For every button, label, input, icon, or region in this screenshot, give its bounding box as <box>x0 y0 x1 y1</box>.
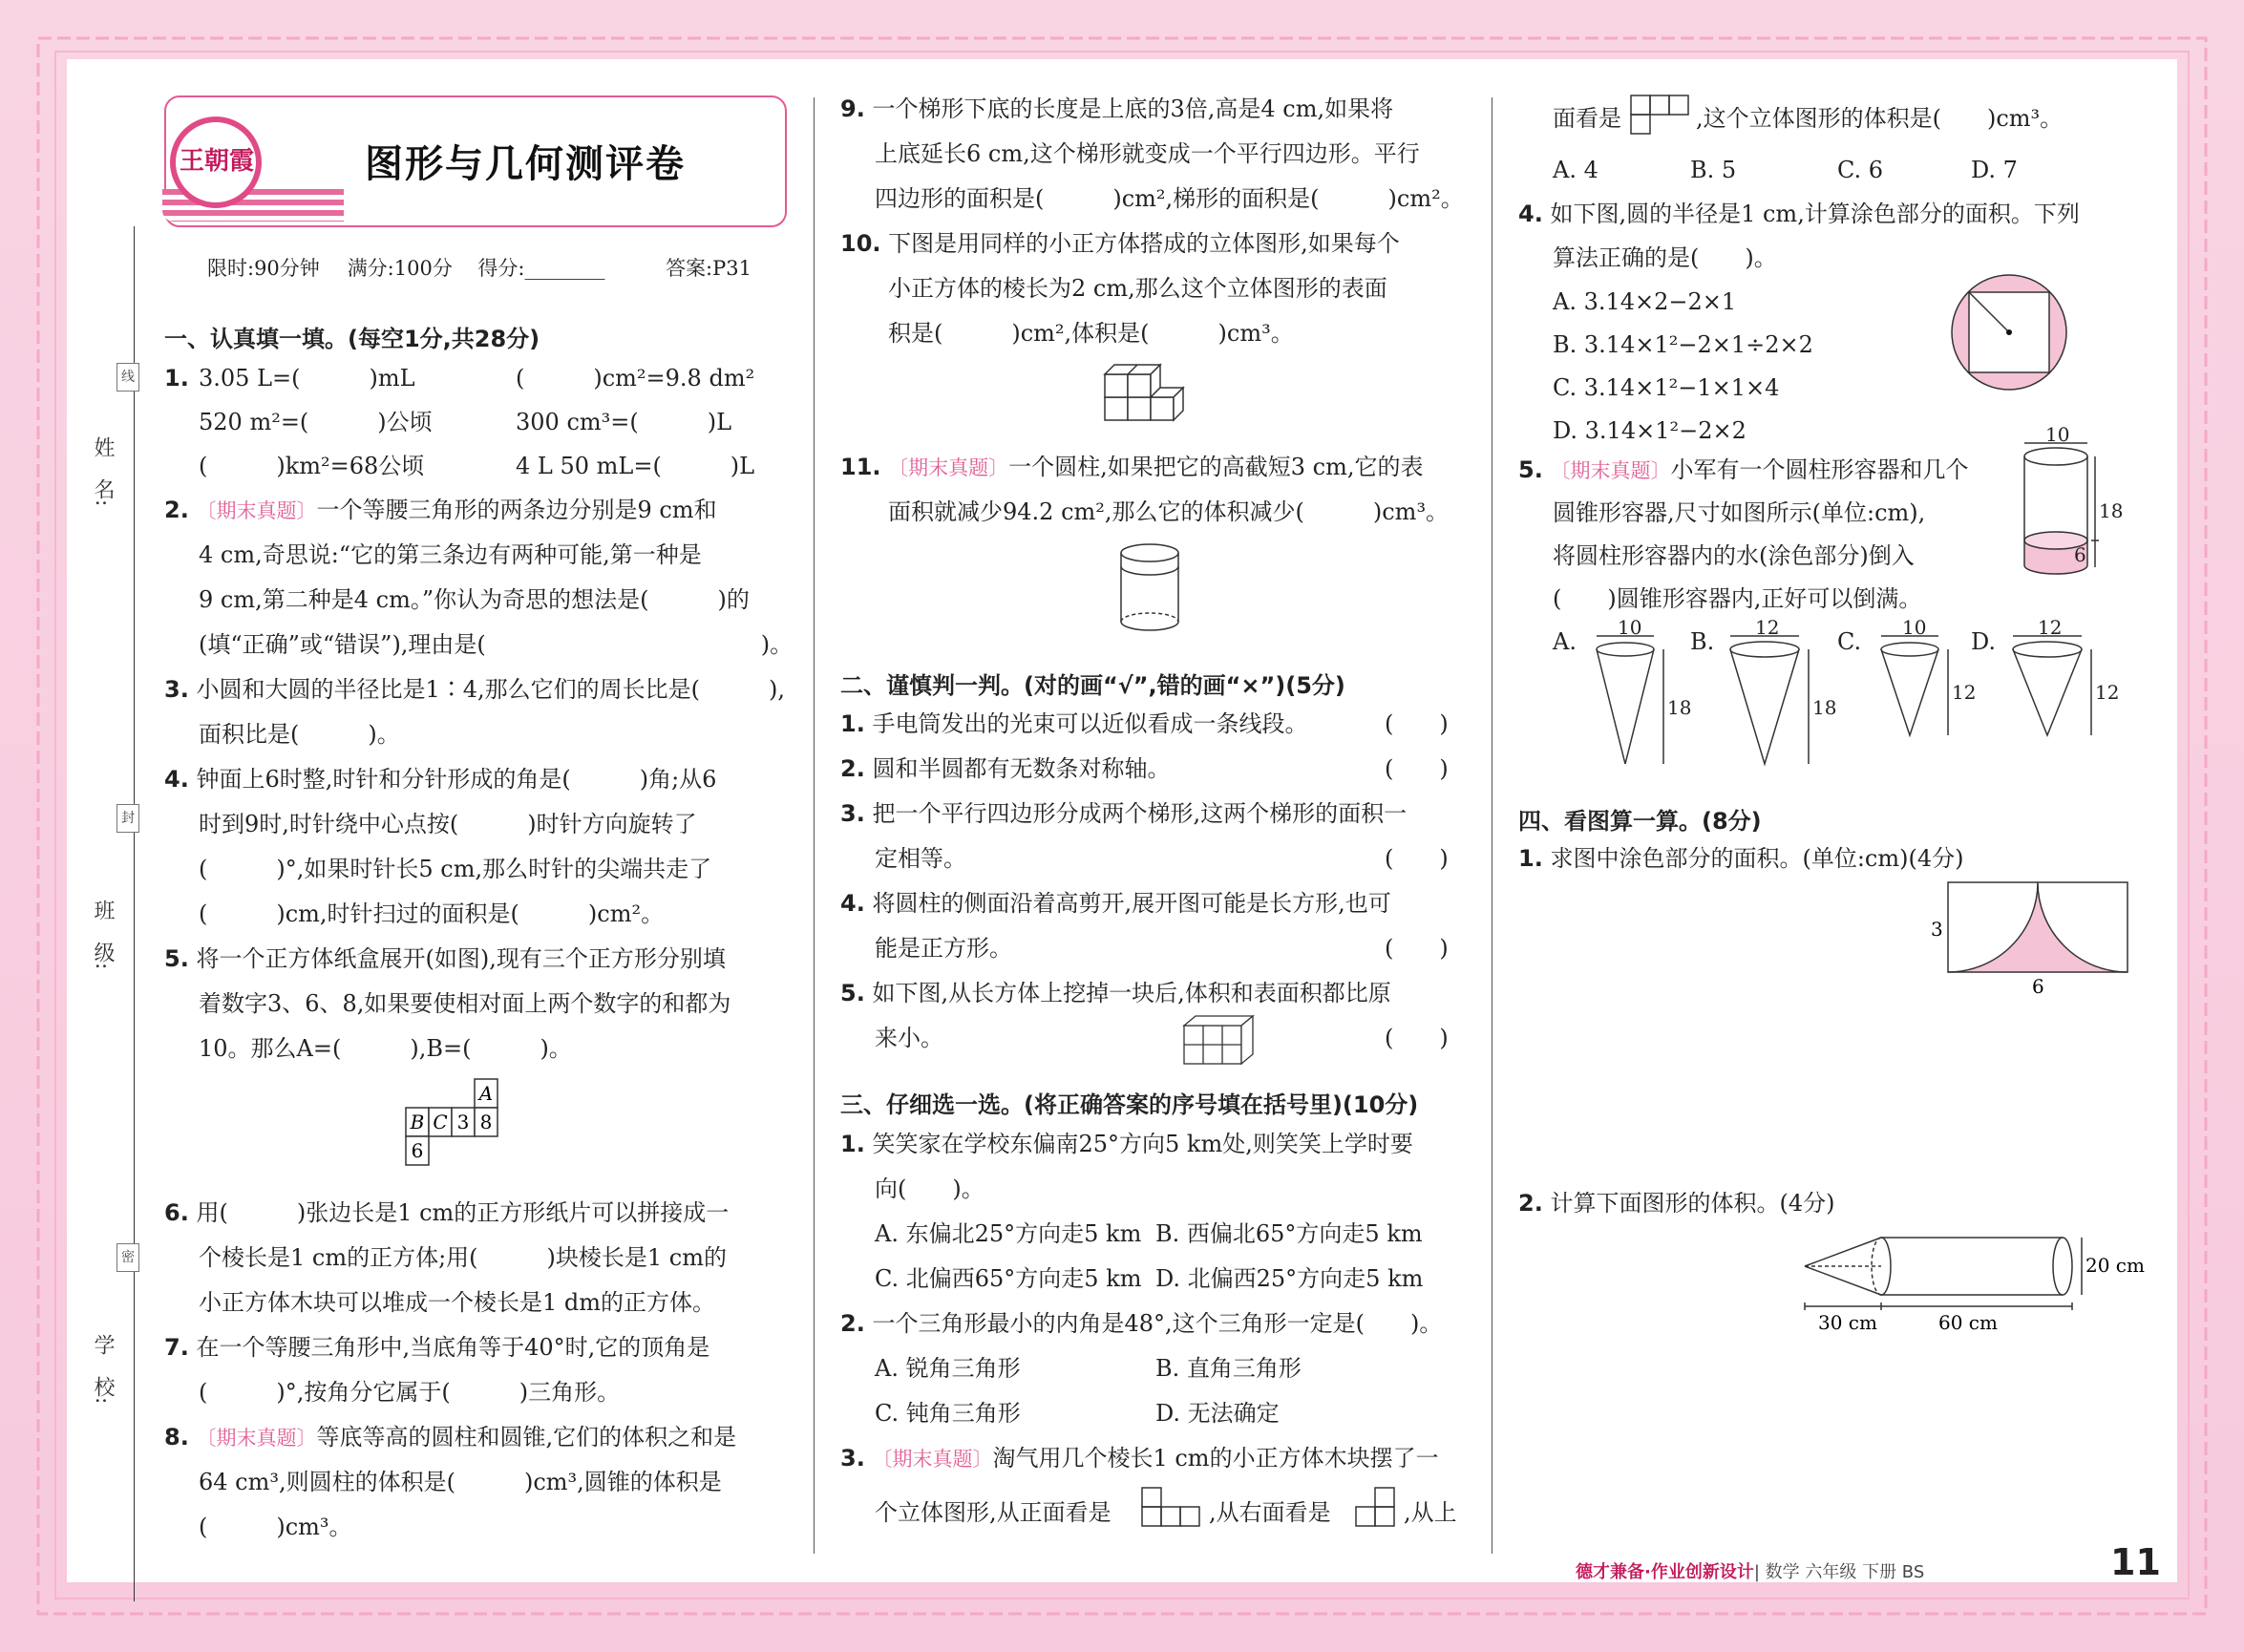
c5a: 小军有一个圆柱形容器和几个 <box>1670 456 1969 483</box>
a1: 求图中涂色部分的面积。(单位:cm)(4分) <box>1550 845 1964 872</box>
c1-opt-c: C. 北偏西65°方向走5 km <box>875 1265 1142 1292</box>
front-view-figure <box>1140 1486 1207 1528</box>
j4b: 能是正方形。 <box>875 935 1012 962</box>
cone-opt-c: C. <box>1837 628 1862 655</box>
c3-opt-a: A. 4 <box>1553 157 1598 183</box>
c5c: 将圆柱形容器内的水(涂色部分)倒入 <box>1553 542 1915 569</box>
q11a: 一个圆柱,如果把它的高截短3 cm,它的表 <box>1008 454 1424 480</box>
cc-d-label: 20 cm <box>2085 1254 2145 1277</box>
exam-tag: 〔期末真题〕 <box>872 1448 993 1471</box>
cone-c-h: 12 <box>1952 681 1977 704</box>
q-num: 3. <box>840 800 865 827</box>
j5b: 来小。 <box>875 1025 943 1051</box>
cylinder-figure <box>1117 541 1184 637</box>
cyl-w-label: 6 <box>2074 543 2086 566</box>
a2: 计算下面图形的体积。(4分) <box>1550 1190 1835 1217</box>
worksheet <box>67 59 2177 1582</box>
net-6: 6 <box>411 1139 424 1162</box>
time-limit: 限时:90分钟 <box>207 257 320 280</box>
c5d: ( )圆锥形容器内,正好可以倒满。 <box>1553 585 1922 612</box>
j2-paren: ( ) <box>1385 755 1449 782</box>
section1-heading: 一、认真填一填。(每空1分,共28分) <box>164 326 540 352</box>
cc-a-label: 30 cm <box>1818 1311 1877 1334</box>
cyl-h-label: 18 <box>2099 499 2124 522</box>
c4-opt-a: A. 3.14×2−2×1 <box>1553 288 1737 315</box>
q-num: 3. <box>164 676 189 703</box>
q-num: 1. <box>164 365 189 392</box>
cone-c-d: 10 <box>1902 616 1927 639</box>
net-3: 3 <box>456 1111 470 1133</box>
q4b: 时到9时,时针绕中心点按( )时针方向旋转了 <box>199 811 697 837</box>
footer <box>1576 1558 1924 1583</box>
shaded-area-figure <box>1929 880 2149 998</box>
c3c1: 面看是 <box>1553 105 1621 132</box>
q-num: 2. <box>1518 1190 1543 1217</box>
q6c: 小正方体木块可以堆成一个棱长是1 dm的正方体。 <box>199 1289 716 1316</box>
top-view-figure <box>1629 94 1696 136</box>
c3b3: ,从上 <box>1404 1499 1457 1526</box>
q-num: 2. <box>840 1310 865 1337</box>
c1-opt-a: A. 东偏北25°方向走5 km <box>875 1220 1142 1247</box>
school-label: 学 校: <box>91 1334 115 1405</box>
q5c: 10。那么A=( ),B=( )。 <box>199 1035 572 1062</box>
q7b: ( )°,按角分它属于( )三角形。 <box>199 1379 621 1406</box>
cuboid-figure <box>1182 1012 1259 1070</box>
footer-brand: 德才兼备·作业创新设计 <box>1576 1562 1754 1582</box>
cone-d-figure <box>2005 616 2120 747</box>
q-num: 4. <box>164 766 189 793</box>
c4-opt-c: C. 3.14×1²−1×1×4 <box>1553 374 1780 401</box>
cone-opt-a: A. <box>1553 628 1577 655</box>
q2d: (填“正确”或“错误”),理由是( )。 <box>199 631 794 658</box>
q-num: 5. <box>164 945 189 972</box>
q4c: ( )°,如果时针长5 cm,那么时针的尖端共走了 <box>199 856 712 882</box>
q10b: 小正方体的棱长为2 cm,那么这个立体图形的表面 <box>888 275 1387 302</box>
c2: 一个三角形最小的内角是48°,这个三角形一定是( )。 <box>872 1310 1443 1337</box>
q9b: 上底延长6 cm,这个梯形就变成一个平行四边形。平行 <box>875 140 1420 167</box>
footer-subject: | 数学 六年级 下册 BS <box>1753 1562 1925 1582</box>
cone-b-h: 18 <box>1812 696 1837 719</box>
q-num: 4. <box>840 890 865 917</box>
binding-line <box>134 226 135 1601</box>
j3a: 把一个平行四边形分成两个梯形,这两个梯形的面积一 <box>872 800 1408 827</box>
q9a: 一个梯形下底的长度是上底的3倍,高是4 cm,如果将 <box>872 95 1394 122</box>
exam-tag: 〔期末真题〕 <box>196 499 317 522</box>
cone-a-h: 18 <box>1667 696 1692 719</box>
c1-opt-d: D. 北偏西25°方向走5 km <box>1155 1265 1424 1292</box>
net-8: 8 <box>479 1111 493 1133</box>
j2: 圆和半圆都有无数条对称轴。 <box>872 755 1171 782</box>
q9c: 四边形的面积是( )cm²,梯形的面积是( )cm²。 <box>875 185 1464 212</box>
q6a: 用( )张边长是1 cm的正方形纸片可以拼接成一 <box>196 1199 730 1226</box>
cone-opt-b: B. <box>1690 628 1715 655</box>
q-num: 8. <box>164 1424 189 1451</box>
q-num: 2. <box>164 497 189 523</box>
page-number: 11 <box>2110 1541 2161 1583</box>
q8a: 等底等高的圆柱和圆锥,它们的体积之和是 <box>316 1424 737 1451</box>
q-num: 9. <box>840 95 865 122</box>
net-a: A <box>478 1082 494 1105</box>
c4a: 如下图,圆的半径是1 cm,计算涂色部分的面积。下列 <box>1550 201 2080 227</box>
q10a: 下图是用同样的小正方体搭成的立体图形,如果每个 <box>888 230 1400 257</box>
exam-info <box>207 253 780 282</box>
c3b2: ,从右面看是 <box>1209 1499 1331 1526</box>
score-field: 得分:________ <box>477 257 605 280</box>
cc-b-label: 60 cm <box>1938 1311 1998 1334</box>
c3-opt-d: D. 7 <box>1971 157 2018 183</box>
q1d: 300 cm³=( )L <box>516 409 732 435</box>
cone-a-figure <box>1585 616 1692 775</box>
q5a: 将一个正方体纸盒展开(如图),现有三个正方形分别填 <box>196 945 726 972</box>
seal-mark: 封 <box>116 804 139 833</box>
q1a: 3.05 L=( )mL <box>199 365 415 392</box>
q8c: ( )cm³。 <box>199 1514 352 1540</box>
j3b: 定相等。 <box>875 845 966 872</box>
section2-heading: 二、谨慎判一判。(对的画“√”,错的画“×”)(5分) <box>840 672 1345 699</box>
c1a: 笑笑家在学校东偏南25°方向5 km处,则笑笑上学时要 <box>872 1131 1413 1157</box>
q1b: ( )cm²=9.8 dm² <box>516 365 755 392</box>
page-title: 图形与几何测评卷 <box>365 142 686 186</box>
cube-stack-figure <box>1103 363 1208 434</box>
container-cylinder-figure <box>2007 423 2124 605</box>
cube-net-figure <box>406 1077 520 1173</box>
exam-tag: 〔期末真题〕 <box>196 1427 317 1450</box>
q-num: 6. <box>164 1199 189 1226</box>
q-num: 4. <box>1518 201 1543 227</box>
q-num: 1. <box>1518 845 1543 872</box>
q11b: 面积就减少94.2 cm²,那么它的体积减少( )cm³。 <box>888 498 1450 525</box>
q3b: 面积比是( )。 <box>199 721 400 748</box>
q1c: 520 m²=( )公顷 <box>199 409 433 435</box>
net-b: B <box>410 1111 425 1133</box>
section3-heading: 三、仔细选一选。(将正确答案的序号填在括号里)(10分) <box>840 1091 1419 1118</box>
close-mark: 密 <box>116 1243 139 1272</box>
q1e: ( )km²=68公顷 <box>199 453 425 479</box>
binding-strip <box>67 59 162 1582</box>
j1: 手电筒发出的光束可以近似看成一条线段。 <box>872 710 1308 737</box>
c1-opt-b: B. 西偏北65°方向走5 km <box>1155 1220 1423 1247</box>
c1b: 向( )。 <box>875 1175 984 1202</box>
right-view-figure <box>1354 1486 1402 1528</box>
cone-a-d: 10 <box>1618 616 1642 639</box>
cone-opt-d: D. <box>1971 628 1997 655</box>
line-mark: 线 <box>116 363 139 392</box>
q7a: 在一个等腰三角形中,当底角等于40°时,它的顶角是 <box>196 1334 710 1361</box>
j3-paren: ( ) <box>1385 845 1449 872</box>
name-label: 姓 名: <box>91 436 115 507</box>
shade-h-label: 3 <box>1931 918 1943 941</box>
c3b1: 个立体图形,从正面看是 <box>875 1499 1111 1526</box>
q1f: 4 L 50 mL=( )L <box>516 453 755 479</box>
q8b: 64 cm³,则圆柱的体积是( )cm³,圆锥的体积是 <box>199 1469 722 1495</box>
c3c2: ,这个立体图形的体积是( )cm³。 <box>1696 105 2064 132</box>
j5a: 如下图,从长方体上挖掉一块后,体积和表面积都比原 <box>872 980 1391 1006</box>
exam-tag: 〔期末真题〕 <box>888 456 1009 479</box>
q2c: 9 cm,第二种是4 cm。”你认为奇思的想法是( )的 <box>199 586 750 613</box>
c2-opt-a: A. 锐角三角形 <box>875 1355 1021 1382</box>
c3-opt-b: B. 5 <box>1690 157 1737 183</box>
class-label: 班 级: <box>91 900 115 970</box>
cone-d-h: 12 <box>2095 681 2120 704</box>
cone-b-figure <box>1723 616 1837 775</box>
c4-opt-d: D. 3.14×1²−2×2 <box>1553 417 1747 444</box>
shade-w-label: 6 <box>2032 975 2044 998</box>
c2-opt-c: C. 钝角三角形 <box>875 1400 1021 1427</box>
c2-opt-b: B. 直角三角形 <box>1155 1355 1302 1382</box>
net-c: C <box>433 1111 448 1133</box>
q4a: 钟面上6时整,时针和分针形成的角是( )角;从6 <box>196 766 717 793</box>
q2a: 一个等腰三角形的两条边分别是9 cm和 <box>316 497 717 523</box>
q-num: 2. <box>840 755 865 782</box>
q-num: 3. <box>840 1445 865 1472</box>
q-num: 7. <box>164 1334 189 1361</box>
q4d: ( )cm,时针扫过的面积是( )cm²。 <box>199 900 665 927</box>
c4-opt-b: B. 3.14×1²−2×1÷2×2 <box>1553 331 1813 358</box>
q-num: 11. <box>840 454 881 480</box>
q-num: 5. <box>840 980 865 1006</box>
q3a: 小圆和大圆的半径比是1∶4,那么它们的周长比是( ), <box>196 676 785 703</box>
answer-ref: 答案:P31 <box>666 257 752 280</box>
c5b: 圆锥形容器,尺寸如图所示(单位:cm), <box>1553 499 1926 526</box>
cone-d-d: 12 <box>2038 616 2063 639</box>
q2b: 4 cm,奇思说:“它的第三条边有两种可能,第一种是 <box>199 541 702 568</box>
q-num: 5. <box>1518 456 1543 483</box>
j1-paren: ( ) <box>1385 710 1449 737</box>
cone-cylinder-figure <box>1805 1226 2168 1341</box>
c3-opt-c: C. 6 <box>1837 157 1884 183</box>
j4a: 将圆柱的侧面沿着高剪开,展开图可能是长方形,也可 <box>872 890 1391 917</box>
q-num: 10. <box>840 230 881 257</box>
q-num: 1. <box>840 1131 865 1157</box>
c2-opt-d: D. 无法确定 <box>1155 1400 1280 1427</box>
c3a: 淘气用几个棱长1 cm的小正方体木块摆了一 <box>992 1445 1439 1472</box>
q10c: 积是( )cm²,体积是( )cm³。 <box>888 320 1294 347</box>
section4-heading: 四、看图算一算。(8分) <box>1518 808 1762 835</box>
c4b: 算法正确的是( )。 <box>1553 244 1777 271</box>
cone-b-d: 12 <box>1755 616 1780 639</box>
exam-tag: 〔期末真题〕 <box>1550 459 1671 482</box>
q5b: 着数字3、6、8,如果要使相对面上两个数字的和都为 <box>199 990 731 1017</box>
cone-c-figure <box>1870 616 1977 747</box>
q6b: 个棱长是1 cm的正方体;用( )块棱长是1 cm的 <box>199 1244 728 1271</box>
column-divider-1 <box>814 97 815 1554</box>
full-score: 满分:100分 <box>347 257 453 280</box>
logo-text: 王朝霞 <box>180 147 255 176</box>
j5-paren: ( ) <box>1385 1025 1449 1051</box>
cyl-d-label: 10 <box>2045 423 2070 446</box>
j4-paren: ( ) <box>1385 935 1449 962</box>
q-num: 1. <box>840 710 865 737</box>
circle-square-figure <box>1948 271 2072 395</box>
